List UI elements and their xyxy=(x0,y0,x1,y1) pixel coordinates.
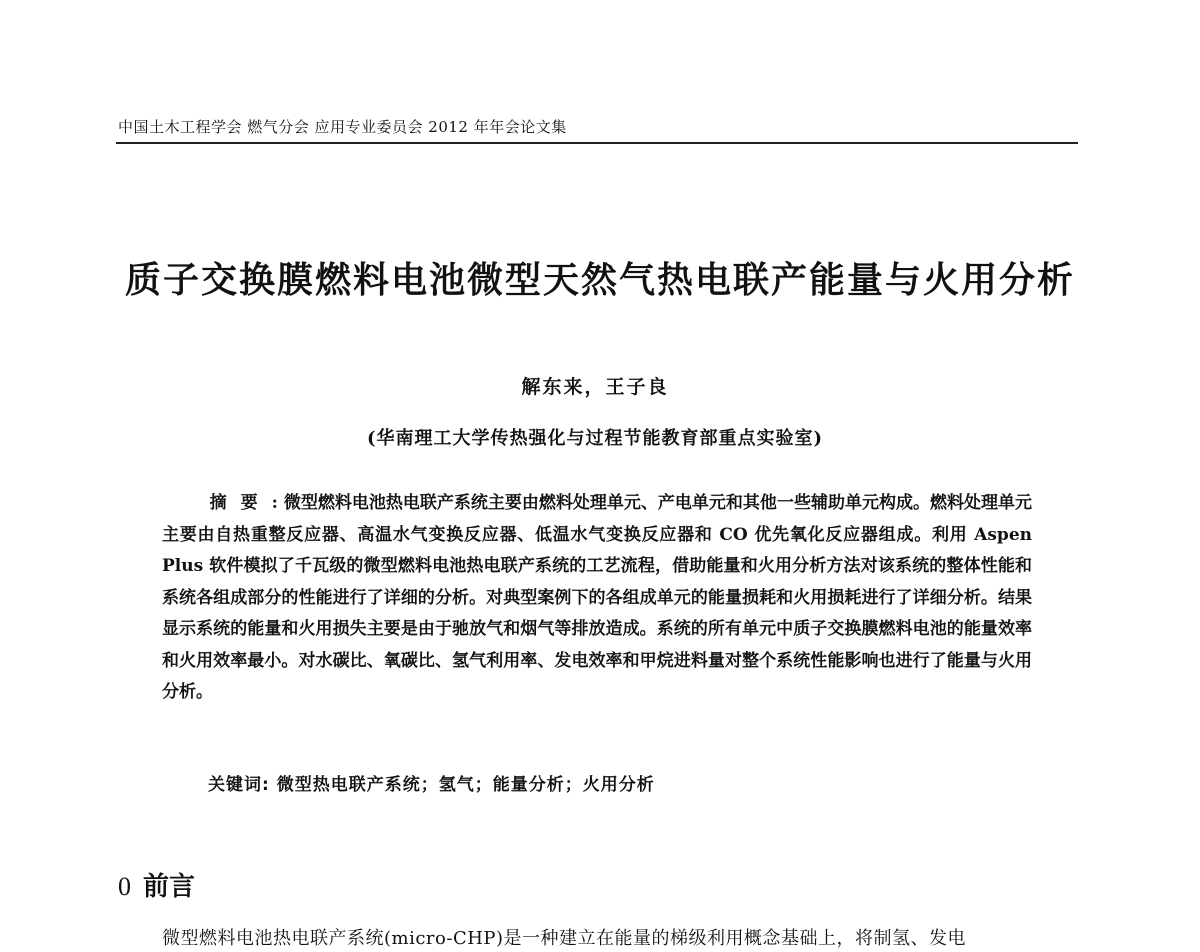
keywords-label: 关键词: xyxy=(208,775,270,795)
abstract-label: 摘要 xyxy=(209,493,272,513)
keywords-text: 微型热电联产系统；氢气；能量分析；火用分析 xyxy=(276,775,655,795)
abstract-text: 微型燃料电池热电联产系统主要由燃料处理单元、产电单元和其他一些辅助单元构成。燃料处理单元主要由自热重整反应器、高温水气变换反应器、低温水气变换反应器和 CO 优先氧化反应器组成。利用 Aspen Plus 软件模拟了千瓦级的微型燃料电池热电联产系统的工艺流程，借助能量和火用分析方法对该系统的整体性能和系统各组成部分的性能进行了详细的分析。对典型案例下的各组成单元的能量损耗和火用损耗进行了详细分析。结果显示系统的能量和火用损失主要是由于驰放气和烟气等排放造成。系统的所有单元中质子交换膜燃料电池的能量效率和火用效率最小。对水碳比、氧碳比、氢气利用率、发电效率和甲烷进料量对整个系统性能影响也进行了能量与火用分析。 xyxy=(162,493,1033,702)
section-heading xyxy=(118,866,195,903)
paper-affiliation: (华南理工大学传热强化与过程节能教育部重点实验室) xyxy=(366,428,824,449)
header-rule xyxy=(116,142,1078,144)
section-number: 0 xyxy=(118,872,131,901)
body-paragraph-first-line: 微型燃料电池热电联产系统(micro-CHP)是一种建立在能量的梯级利用概念基础上，将制氢、发电 xyxy=(162,928,967,949)
running-header: 中国土木工程学会 燃气分会 应用专业委员会 2012 年年会论文集 xyxy=(118,118,567,136)
keywords-line xyxy=(208,770,1028,795)
paper-authors: 解东来，王子良 xyxy=(521,376,669,398)
paper-title: 质子交换膜燃料电池微型天然气热电联产能量与火用分析 xyxy=(124,260,1075,301)
abstract-colon: : xyxy=(271,493,284,513)
section-title: 前言 xyxy=(143,872,196,902)
abstract-block xyxy=(162,488,1032,709)
